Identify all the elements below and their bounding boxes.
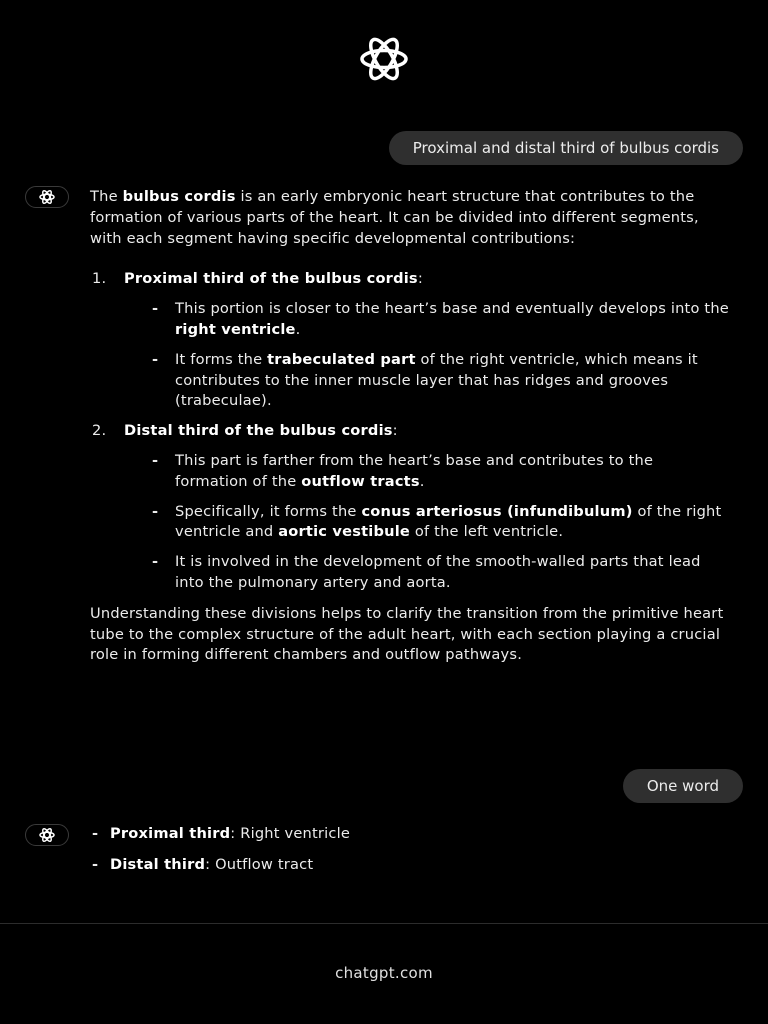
bullet-list — [124, 451, 730, 594]
bullet-list — [124, 299, 730, 412]
user-message: Proximal and distal third of bulbus cordis — [389, 131, 743, 165]
bullet-item: - This part is farther from the heart’s base and contributes to the formation of the outflow tracts. — [124, 451, 730, 493]
openai-logo-icon — [340, 34, 428, 84]
closing-paragraph: Understanding these divisions helps to clarify the transition from the primitive heart tube to the complex structure of the adult heart, with each section playing a crucial role in forming different chambers and outflow pathways. — [90, 604, 724, 664]
header-logo — [0, 34, 768, 84]
footer-divider — [0, 923, 768, 924]
bullet-item: - It is involved in the development of the smooth-walled parts that lead into the pulmonary artery and aorta. — [124, 552, 730, 594]
assistant-message — [90, 824, 350, 886]
assistant-message — [90, 187, 730, 666]
openai-avatar-icon — [34, 827, 60, 843]
footer-domain: chatgpt.com — [335, 964, 433, 982]
bullet-item: - Specifically, it forms the conus arteriosus (infundibulum) of the right ventricle and aortic vestibule of the left ventricle. — [124, 502, 730, 544]
intro-paragraph: The bulbus cordis is an early embryonic heart structure that contributes to the formation of various parts of the heart. It can be divided into different segments, with each segment having specific developmental contributions: — [90, 188, 699, 247]
assistant-avatar — [25, 186, 69, 208]
section-list — [90, 269, 730, 593]
section-item: 2. Distal third of the bulbus cordis: - This part is farther from the heart’s base and contributes to the formation of the outflow tracts. - Specifically, it forms the conus arteriosus (infundibulum) of the right ventricle and aortic vestibule of the left ventricle. - It is involved in the development of the smooth-walled parts that lead into the pulmonary artery and aorta. — [90, 421, 730, 594]
user-message: One word — [623, 769, 743, 803]
assistant-avatar — [25, 824, 69, 846]
bullet-item: - This portion is closer to the heart’s base and eventually develops into the right ventricle. — [124, 299, 730, 341]
list-item: - Distal third: Outflow tract — [90, 855, 350, 876]
bullet-item: - It forms the trabeculated part of the right ventricle, which means it contributes to the inner muscle layer that has ridges and grooves (trabeculae). — [124, 350, 730, 412]
section-item: 1. Proximal third of the bulbus cordis: - This portion is closer to the heart’s base and eventually develops into the right ventricle. - It forms the trabeculated part of the right ventricle, which means it contributes to the inner muscle layer that has ridges and grooves (trabeculae). — [90, 269, 730, 412]
list-item: - Proximal third: Right ventricle — [90, 824, 350, 845]
openai-avatar-icon — [34, 189, 60, 205]
short-answer-list — [90, 824, 350, 876]
